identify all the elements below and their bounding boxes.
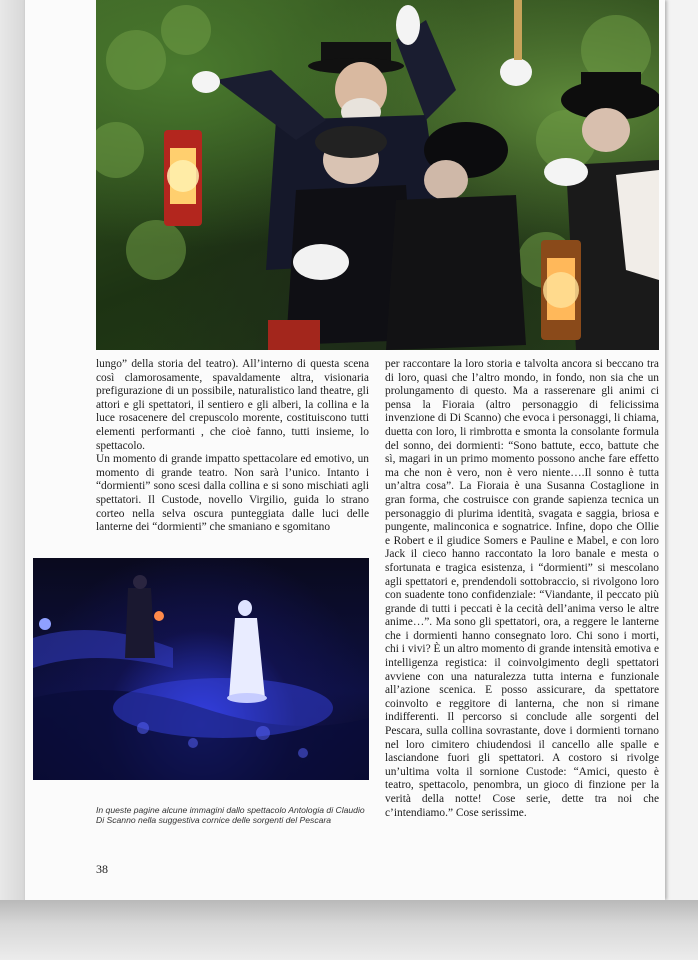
scan-bottom-edge <box>0 900 698 960</box>
article-paragraph: Un momento di grande impatto spettacolare ed emotivo, un momento di grande teatro. Non sarà l’unico. Intanto i “dormienti” sono scesi dalla collina e si sono mischiati agli spettatori. Il Custode, novello Virgilio, guida lo strano corteo nella selva oscura punteggiata dalle luci delle lanterne dei “dormienti” che smaniano e sgomitano <box>96 453 369 534</box>
lantern-left-icon <box>164 130 202 226</box>
photo-night-illustration <box>33 558 369 780</box>
page-number: 38 <box>96 862 108 876</box>
photo-actors-with-lanterns <box>96 0 659 350</box>
photo-night-scene-blue <box>33 558 369 780</box>
article-paragraph: lungo” della storia del teatro). All’interno di questa scena così clamorosamente, spavaldamente altra, visionaria prefigurazione di un possibile, naturalistico land theatre, gli attori e gli spettatori, il sentiero e gli alberi, la collina e la luce rosacenere del crepuscolo morente, costituiscono tutti elementi performanti , che cioè fanno, tutti insieme, lo spettacolo. <box>96 358 369 452</box>
lantern-right-icon <box>541 240 581 340</box>
page-gutter-shadow <box>0 0 24 900</box>
lantern-bottom-icon <box>268 320 320 350</box>
article-paragraph: per raccontare la loro storia e talvolta ancora si beccano tra di loro, quasi che l’altro mondo, in fondo, non sia che un prolungamento di questo. Ma a rasserenare gli animi ci pensa la Fioraia (altro personaggio di felicissima invenzione di Di Scanno) che evoca i personaggi, li chiama, duetta con loro, li rimbrotta e smonta la consolante formula del sonno, dei dormienti: “Sono battute, ecco, battute che sì, magari in un primo momento possono anche fare effetto ma che non è vero, non è vero niente….Il sonno è tutta un’altra cosa”. La Fioraia è una Susanna Costaglione in gran forma, che costruisce con grande sapienza tecnica un personaggio di plurima identità, svagata e saggia, briosa e pungente, malinconica e sognatrice. Infine, dopo che Ollie e Robert e il giudice Somers e Pauline e Mabel, e con loro Jack il cieco hanno raccontato la loro banale e mesta o sfortunata e tragica esistenza, i “dormienti” si mescolano agli spettatori e, prendendoli sottobraccio, si rivolgono loro con suadente tono confidenziale: “Viandante, il peccato più grande di tutti i peccati è la cecità dell’anima verso le altre anime…”. Ma sono gli spettatori, ora, a reggere le lanterne che i dormienti hanno consegnato loro. Chi sono i morti, chi i vivi? È un altro momento di grande intensità emotiva e intelligenza registica: il coinvolgimento degli spettatori avviene con una naturalezza tutta interna e funzionale all’azione scenica. E posso assicurare, da spettatore coinvolto e reggitore di lanterna, che non si rimane indifferenti. Il percorso si conclude alle sorgenti del Pescara, sulla collina sovrastante, dove i dormienti tornano nel loro cimitero chiudendosi il cancello alle spalle e lasciandone fuori gli spettatori. A costoro si rivolge un’ultima volta il sornione Custode: “Amici, questo è teatro, spettacolo, penombra, un gioco di finzione per la verità della notte! Cose serie, dette tra noi che c’intendiamo.” Cose serissime. <box>385 358 659 819</box>
photo-actors-illustration <box>96 0 659 350</box>
article-right-column <box>385 358 659 820</box>
article-left-column <box>96 358 369 535</box>
photo-caption: In queste pagine alcune immagini dallo spettacolo Antologia di Claudio Di Scanno nella suggestiva cornice delle sorgenti del Pescara <box>96 805 365 826</box>
